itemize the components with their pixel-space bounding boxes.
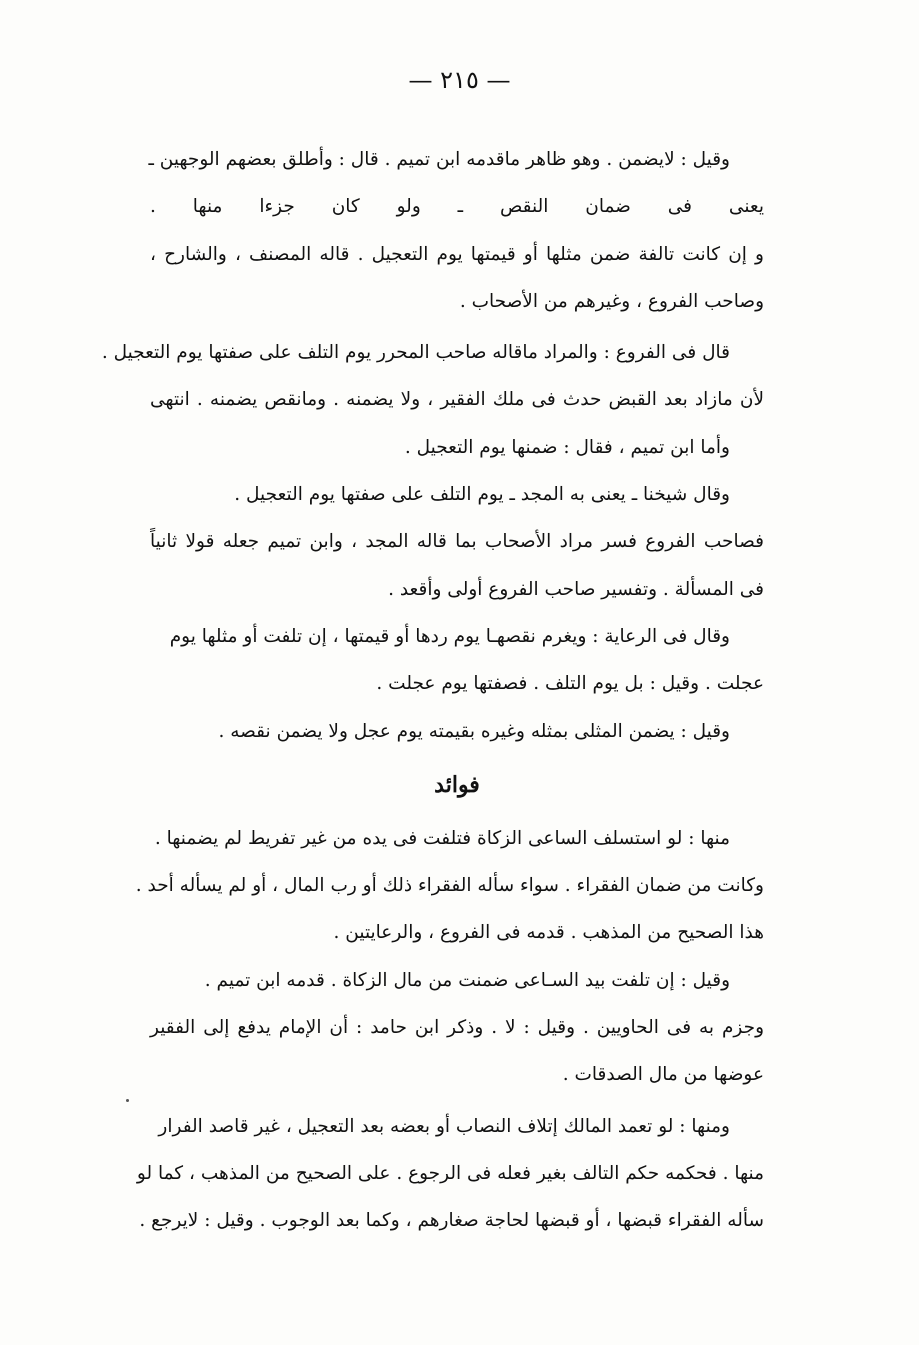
section-heading: فوائد: [434, 771, 480, 798]
page-body: [101, 136, 764, 1245]
text-line: لأن مازاد بعد القبض حدث فى ملك الفقير ، ولا يضمنه . ومانقص يضمنه . انتهى: [150, 389, 764, 411]
text-line: منها . فحكمه حكم التالف بغير فعله فى الرجوع . على الصحيح من المذهب ، كما لو: [136, 1162, 764, 1184]
text-line: سأله الفقراء قبضها ، أو قبضها لحاجة صغارهم ، وكما بعد الوجوب . وقيل : لايرجع .: [139, 1210, 764, 1232]
text-line: ومنها : لو تعمد المالك إتلاف النصاب أو بعضه بعد التعجيل ، غير قاصد الفرار: [158, 1115, 730, 1137]
text-line: عجلت . وقيل : بل يوم التلف . فصفتها يوم عجلت .: [376, 673, 764, 695]
text-line: وقال شيخنا ـ يعنى به المجد ـ يوم التلف على صفتها يوم التعجيل .: [234, 484, 730, 506]
text-line: فى المسألة . وتفسير صاحب الفروع أولى وأقعد .: [388, 578, 764, 600]
text-line: هذا الصحيح من المذهب . قدمه فى الفروع ، والرعايتين .: [333, 922, 764, 944]
text-line: عوضها من مال الصدقات .: [562, 1064, 764, 1086]
page-number: — ٢١٥ —: [408, 66, 511, 94]
text-line: منها : لو استسلف الساعى الزكاة فتلفت فى يده من غير تفريط لم يضمنها .: [154, 827, 730, 849]
text-line: وقيل : إن تلفت بيد السـاعى ضمنت من مال الزكاة . قدمه ابن تميم .: [204, 969, 730, 991]
text-line: فصاحب الفروع فسر مراد الأصحاب بما قاله المجد ، وابن تميم جعله قولا ثانياً: [150, 531, 764, 553]
text-line: و إن كانت تالفة ضمن مثلها أو قيمتها يوم التعجيل . قاله المصنف ، والشارح ،: [150, 243, 764, 265]
text-line: وقال فى الرعاية : ويغرم نقصهـا يوم ردها أو قيمتها ، إن تلفت أو مثلها يوم: [169, 625, 730, 647]
text-line: وصاحب الفروع ، وغيرهم من الأصحاب .: [459, 290, 764, 312]
print-speck: [126, 1099, 129, 1102]
text-line: وقيل : لايضمن . وهو ظاهر ماقدمه ابن تميم . قال : وأطلق بعضهم الوجهين ـ: [148, 149, 730, 170]
text-line: وأما ابن تميم ، فقال : ضمنها يوم التعجيل .: [404, 436, 730, 458]
text-line: وكانت من ضمان الفقراء . سواء سأله الفقراء ذلك أو رب المال ، أو لم يسأله أحد .: [135, 875, 764, 897]
text-line: وجزم به فى الحاويين . وقيل : لا . وذكر ابن حامد : أن الإمام يدفع إلى الفقير: [150, 1017, 764, 1039]
text-line: يعنى فى ضمان النقص ـ ولو كان جزءا منها .: [150, 196, 764, 218]
text-line: وقيل : يضمن المثلى بمثله وغيره بقيمته يوم عجل ولا يضمن نقصه .: [218, 720, 730, 742]
text-line: قال فى الفروع : والمراد ماقاله صاحب المحرر يوم التلف على صفتها يوم التعجيل .: [101, 342, 730, 364]
